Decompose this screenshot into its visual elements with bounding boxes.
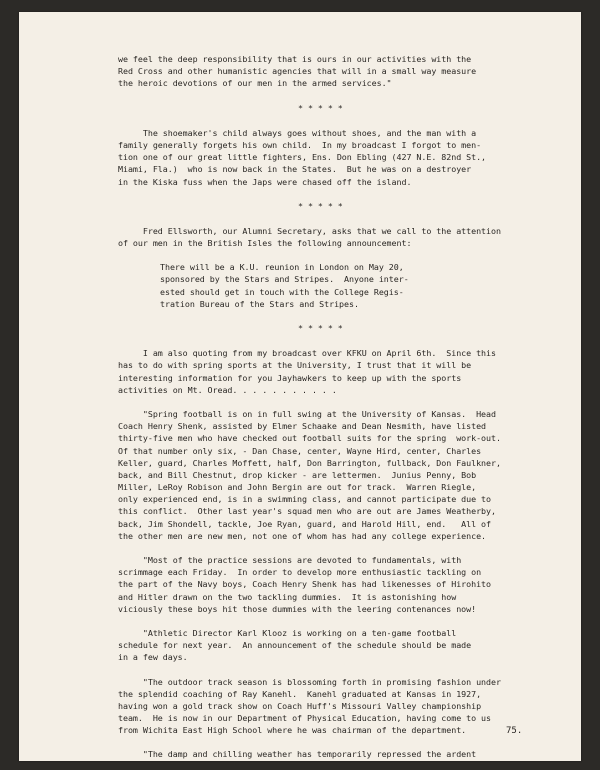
text-line: the heroic devotions of our men in the armed services.": [118, 78, 392, 89]
text-line: ested should get in touch with the College Regis-: [160, 286, 404, 297]
text-line: in the Kiska fuss when the Japs were chased off the island.: [118, 176, 412, 187]
text-line: in a few days.: [118, 652, 188, 663]
text-line: the splendid coaching of Ray Kanehl. Kanehl graduated at Kansas in 1927,: [118, 688, 482, 699]
text-line: having won a gold track show on Coach Huff's Missouri Valley championship: [118, 700, 482, 711]
paragraph: [118, 676, 548, 737]
page-number: 75.: [506, 726, 523, 736]
text-line: family generally forgets his own child. In my broadcast I forgot to men-: [118, 139, 482, 150]
text-line: tion one of our great little fighters, Ens. Don Ebling (427 N.E. 82nd St.,: [118, 152, 487, 163]
text-line: back, Jim Shondell, tackle, Joe Ryan, guard, and Harold Hill, end. All of: [118, 518, 492, 529]
text-line: "Spring football is on in full swing at the University of Kansas. Head: [118, 408, 496, 419]
text-line: tration Bureau of the Stars and Stripes.: [160, 298, 359, 309]
text-line: Miller, LeRoy Robison and John Bergin are out for track. Warren Riegle,: [118, 482, 477, 493]
typed-text-body: [118, 53, 548, 761]
text-line: from Wichita East High School where he was chairman of the department.: [118, 725, 467, 736]
text-line: "Most of the practice sessions are devoted to fundamentals, with: [118, 555, 462, 565]
text-line: of our men in the British Isles the following announcement:: [118, 238, 412, 249]
text-line: thirty-five men who have checked out football suits for the spring work-out.: [118, 433, 501, 444]
text-line: the part of the Navy boys, Coach Henry Shenk has had likenesses of Hirohito: [118, 579, 492, 590]
text-line: "The damp and chilling weather has temporarily repressed the ardent: [118, 749, 477, 760]
text-line: and Hitler drawn on the two tackling dummies. It is astonishing how: [118, 591, 457, 602]
text-line: "The outdoor track season is blossoming forth in promising fashion under: [118, 676, 501, 687]
paragraph: [118, 408, 548, 542]
text-line: There will be a K.U. reunion in London on May 20,: [160, 262, 404, 273]
text-line: "Athletic Director Karl Klooz is working on a ten-game football: [118, 627, 457, 638]
text-line: I am also quoting from my broadcast over KFKU on April 6th. Since this: [118, 348, 496, 359]
text-line: schedule for next year. An announcement of the schedule should be made: [118, 640, 472, 651]
text-line: activities on Mt. Oread. . . . . . . . . . .: [118, 384, 337, 395]
paragraph: [118, 347, 548, 396]
text-line: back, and Bill Chestnut, drop kicker - are lettermen. Junius Penny, Bob: [118, 469, 477, 480]
section-separator: * * * * *: [298, 200, 343, 211]
section-separator: * * * * *: [298, 323, 343, 333]
document-page: [19, 12, 581, 761]
section-separator: * * * * *: [298, 102, 343, 113]
text-line: interesting information for you Jayhawkers to keep up with the sports: [118, 372, 462, 383]
text-line: scrimmage each Friday. In order to develop more enthusiastic tackling on: [118, 567, 482, 578]
text-line: Of that number only six, - Dan Chase, center, Wayne Hird, center, Charles: [118, 445, 482, 456]
text-line: The shoemaker's child always goes without shoes, and the man with a: [118, 127, 477, 138]
text-line: team. He is now in our Department of Physical Education, having come to us: [118, 713, 492, 724]
announcement-block: [118, 261, 548, 310]
paragraph: [118, 554, 548, 615]
text-line: only experienced end, is in a swimming class, and cannot participate due to: [118, 494, 492, 505]
text-line: this conflict. Other last year's squad men who are out are James Weatherby,: [118, 506, 496, 517]
text-line: Fred Ellsworth, our Alumni Secretary, asks that we call to the attention: [118, 225, 501, 236]
paragraph: [118, 748, 548, 760]
paragraph: [118, 53, 548, 90]
paragraph: [118, 225, 548, 249]
text-line: sponsored by the Stars and Stripes. Anyone inter-: [160, 274, 409, 285]
text-line: Coach Henry Shenk, assisted by Elmer Schaake and Dean Nesmith, have listed: [118, 421, 487, 432]
paragraph: [118, 127, 548, 188]
text-line: the other men are new men, not one of whom has had any college experience.: [118, 530, 487, 541]
text-line: we feel the deep responsibility that is ours in our activities with the: [118, 54, 472, 64]
text-line: Red Cross and other humanistic agencies that will in a small way measure: [118, 66, 477, 77]
text-line: Miami, Fla.) who is now back in the States. But he was on a destroyer: [118, 164, 472, 175]
text-line: has to do with spring sports at the University, I trust that it will be: [118, 360, 472, 371]
text-line: Keller, guard, Charles Moffett, half, Don Barrington, fullback, Don Faulkner,: [118, 457, 501, 468]
text-line: viciously these boys hit those dummies with the leering contenances now!: [118, 603, 477, 614]
paragraph: [118, 627, 548, 664]
